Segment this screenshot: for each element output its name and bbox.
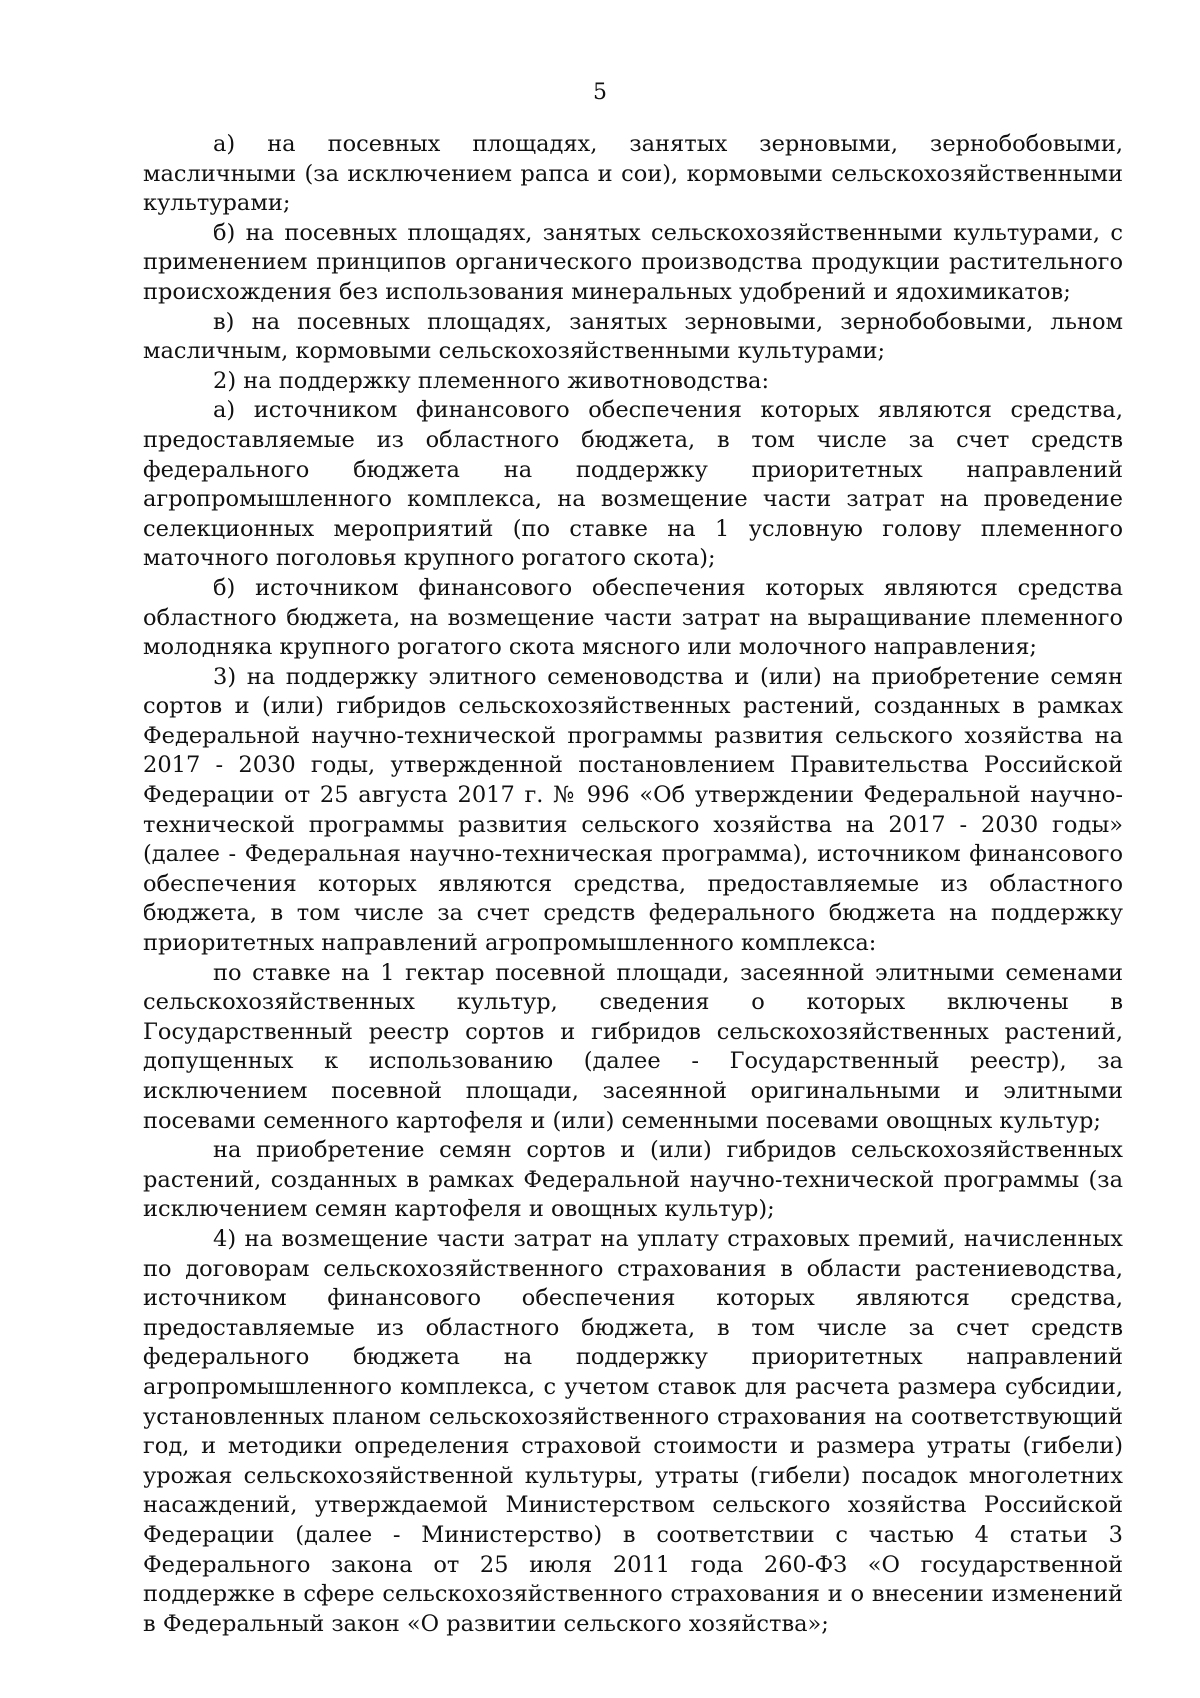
paragraph: а) на посевных площадях, занятых зерновыми, зернобобовыми, масличными (за исключением рапса и сои), кормовыми сельскохозяйственными культурами; [143, 131, 1123, 217]
paragraph: б) источником финансового обеспечения которых являются средства областного бюджета, на возмещение части затрат на выращивание племенного молодняка крупного рогатого скота мясного или молочного направления; [143, 574, 1123, 661]
paragraph: 4) на возмещение части затрат на уплату страховых премий, начисленных по договорам сельскохозяйственного страхования в области растениеводства, источником финансового обеспечения которых являются средства, предоставляемые из областного бюджета, в том числе за счет средств федерального бюджета на поддержку приоритетных направлений агропромышленного комплекса, с учетом ставок для расчета размера субсидии, установленных планом сельскохозяйственного страхования на соответствующий год, и методики определения страховой стоимости и размера утраты (гибели) урожая сельскохозяйственной культуры, утраты (гибели) посадок многолетних насаждений, утверждаемой Министерством сельского хозяйства Российской Федерации (далее - Министерство) в соответствии с частью 4 статьи 3 Федерального закона от 25 июля 2011 года 260-ФЗ «О государственной поддержке в сфере сельскохозяйственного страхования и о внесении изменений в Федеральный закон «О развитии сельского хозяйства»; [143, 1225, 1123, 1637]
paragraph: в) на посевных площадях, занятых зерновыми, зернобобовыми, льном масличным, кормовыми сельскохозяйственными культурами; [143, 308, 1123, 365]
paragraph: 2) на поддержку племенного животноводства: [213, 367, 770, 394]
paragraph: по ставке на 1 гектар посевной площади, засеянной элитными семенами сельскохозяйственных культур, сведения о которых включены в Государственный реестр сортов и гибридов сельскохозяйственных растений, допущенных к использованию (далее - Государственный реестр), за исключением посевной площади, засеянной оригинальными и элитными посевами семенного картофеля и (или) семенными посевами овощных культур; [143, 959, 1123, 1134]
paragraph: 3) на поддержку элитного семеноводства и (или) на приобретение семян сортов и (или) гибридов сельскохозяйственных растений, созданных в рамках Федеральной научно-технической программы развития сельского хозяйства на 2017 - 2030 годы, утвержденной постановлением Правительства Российской Федерации от 25 августа 2017 г. № 996 «Об утверждении Федеральной научно-технической программы развития сельского хозяйства на 2017 - 2030 годы» (далее - Федеральная научно-техническая программа), источником финансового обеспечения которых являются средства, предоставляемые из областного бюджета, в том числе за счет средств федерального бюджета на поддержку приоритетных направлений агропромышленного комплекса: [143, 663, 1123, 957]
paragraph: б) на посевных площадях, занятых сельскохозяйственными культурами, с применением принципов органического производства продукции растительного происхождения без использования минеральных удобрений и ядохимикатов; [143, 219, 1123, 305]
paragraph: а) источником финансового обеспечения которых являются средства, предоставляемые из областного бюджета, в том числе за счет средств федерального бюджета на поддержку приоритетных направлений агропромышленного комплекса, на возмещение части затрат на проведение селекционных мероприятий (по ставке на 1 условную голову племенного маточного поголовья крупного рогатого скота); [143, 397, 1123, 572]
page-number: 5 [593, 80, 607, 105]
document-body [143, 130, 1123, 1639]
paragraph: на приобретение семян сортов и (или) гибридов сельскохозяйственных растений, созданных в рамках Федеральной научно-технической программы (за исключением семян картофеля и овощных культур); [143, 1137, 1123, 1223]
